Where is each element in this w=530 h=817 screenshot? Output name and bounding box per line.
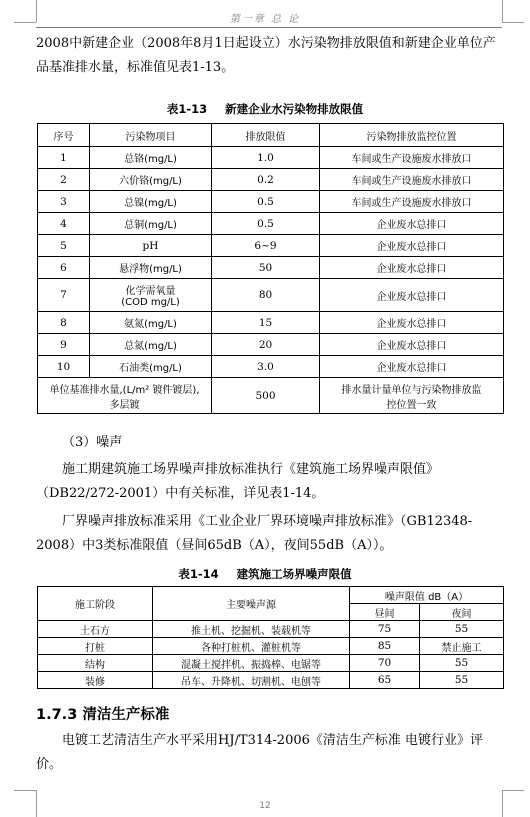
day-cell: 85	[350, 638, 420, 655]
table-row	[38, 235, 504, 257]
pollutant-name-line-2: (COD mg/L)	[121, 297, 180, 308]
limit-value: 20	[212, 334, 320, 356]
table-header-row	[38, 124, 504, 147]
limit-value: 15	[212, 312, 320, 334]
table-row	[38, 147, 504, 169]
header-rule	[36, 27, 502, 28]
row-number: 4	[38, 213, 90, 235]
pollutant-name: 总铬(mg/L)	[90, 147, 212, 169]
row-number: 3	[38, 191, 90, 213]
pollutant-name: 六价铬(mg/L)	[90, 169, 212, 191]
table-row	[38, 213, 504, 235]
limit-value: 0.5	[212, 213, 320, 235]
table-row	[38, 169, 504, 191]
pollutant-name: 悬浮物(mg/L)	[90, 257, 212, 279]
table-row	[38, 672, 504, 689]
source-cell: 推土机、挖掘机、装载机等	[153, 621, 350, 638]
table-row	[38, 655, 504, 672]
monitor-location: 企业废水总排口	[320, 213, 504, 235]
table-header-row	[38, 587, 504, 604]
pollutant-name: pH	[90, 235, 212, 257]
header-limit: 噪声限值 dB（A）	[350, 587, 504, 604]
table-1-13-number: 表1-13	[166, 102, 208, 116]
pollutant-name: 总氮(mg/L)	[90, 334, 212, 356]
day-cell: 75	[350, 621, 420, 638]
day-cell: 70	[350, 655, 420, 672]
monitor-location: 企业废水总排口	[320, 257, 504, 279]
limit-value: 50	[212, 257, 320, 279]
monitor-location: 车间或生产设施废水排放口	[320, 147, 504, 169]
stage-cell: 打桩	[38, 638, 153, 655]
table-1-14-number: 表1-14	[178, 567, 219, 581]
source-cell: 吊车、升降机、切割机、电刨等	[153, 672, 350, 689]
row-number: 1	[38, 147, 90, 169]
drainage-location-line-1: 排水量计量单位与污染物排放监	[341, 384, 482, 396]
running-header: 第一章 总 论	[229, 14, 301, 25]
pollutant-name: 石油类(mg/L)	[90, 356, 212, 378]
table-row-drainage	[38, 378, 504, 414]
section-title: 1.7.3 清洁生产标准	[36, 707, 170, 723]
row-number: 5	[38, 235, 90, 257]
source-cell: 混凝土搅拌机、振捣棒、电锯等	[153, 655, 350, 672]
night-cell: 55	[420, 621, 504, 638]
header-cell: 污染物排放监控位置	[320, 124, 504, 147]
crop-mark-bottom-left-h	[14, 790, 36, 791]
monitor-location: 企业废水总排口	[320, 235, 504, 257]
drainage-location-line-2: 控位置一致	[386, 399, 437, 411]
drainage-label-line-1: 单位基准排水量,(L/m² 镀件镀层),	[49, 384, 200, 396]
table-row	[38, 312, 504, 334]
night-cell: 55	[420, 672, 504, 689]
limit-value: 0.5	[212, 191, 320, 213]
stage-cell: 结构	[38, 655, 153, 672]
table-row	[38, 638, 504, 655]
noise-heading: （3）噪声	[62, 435, 123, 450]
header-cell: 污染物项目	[90, 124, 212, 147]
intro-paragraph: 2008中新建企业（2008年8月1日起设立）水污染物排放限值和新建企业单位产品基准排水量，标准值见表1-13。	[36, 36, 496, 75]
table-row	[38, 621, 504, 638]
monitor-location: 企业废水总排口	[320, 279, 504, 312]
page-number: 12	[259, 801, 271, 811]
row-number: 8	[38, 312, 90, 334]
pollutant-name	[90, 279, 212, 312]
limit-value: 6~9	[212, 235, 320, 257]
pollutant-name: 氨氮(mg/L)	[90, 312, 212, 334]
stage-cell: 装修	[38, 672, 153, 689]
table-1-14-title: 建筑施工场界噪声限值	[236, 567, 352, 581]
table-1-13-caption	[0, 101, 530, 117]
drainage-label	[38, 378, 212, 414]
monitor-location: 车间或生产设施废水排放口	[320, 169, 504, 191]
pollutant-name-line-1: 化学需氧量	[125, 286, 176, 297]
monitor-location: 企业废水总排口	[320, 356, 504, 378]
day-cell: 65	[350, 672, 420, 689]
table-row	[38, 356, 504, 378]
row-number: 7	[38, 279, 90, 312]
source-cell: 各种打桩机、灌桩机等	[153, 638, 350, 655]
table-1-14-caption	[0, 566, 530, 582]
header-stage: 施工阶段	[38, 587, 153, 621]
monitor-location: 车间或生产设施废水排放口	[320, 191, 504, 213]
noise-paragraph-2: 厂界噪声排放标准采用《工业企业厂界环境噪声排放标准》（GB12348-2008）中3类标准限值（昼间65dB（A），夜间55dB（A））。	[36, 514, 473, 553]
limit-value: 3.0	[212, 356, 320, 378]
header-cell: 排放限值	[212, 124, 320, 147]
limit-value: 80	[212, 279, 320, 312]
pollutant-name: 总镍(mg/L)	[90, 191, 212, 213]
pollutant-name: 总铜(mg/L)	[90, 213, 212, 235]
table-row	[38, 279, 504, 312]
table-row	[38, 257, 504, 279]
table-row	[38, 334, 504, 356]
drainage-label-line-2: 多层镀	[109, 399, 140, 411]
night-cell: 禁止施工	[420, 638, 504, 655]
monitor-location: 企业废水总排口	[320, 334, 504, 356]
stage-cell: 土石方	[38, 621, 153, 638]
night-cell: 55	[420, 655, 504, 672]
noise-limits-table	[37, 586, 504, 689]
table-1-13-title: 新建企业水污染物排放限值	[225, 102, 364, 116]
limit-value: 0.2	[212, 169, 320, 191]
cleaner-production-paragraph: 电镀工艺清洁生产水平采用HJ/T314-2006《清洁生产标准 电镀行业》评价。	[36, 733, 484, 772]
header-day: 昼间	[350, 604, 420, 621]
noise-paragraph-1: 施工期建筑施工场界噪声排放标准执行《建筑施工场界噪声限值》（DB22/272-2001）中有关标准，详见表1-14。	[36, 462, 440, 501]
limit-value: 1.0	[212, 147, 320, 169]
header-cell: 序号	[38, 124, 90, 147]
row-number: 10	[38, 356, 90, 378]
header-source: 主要噪声源	[153, 587, 350, 621]
row-number: 2	[38, 169, 90, 191]
drainage-value: 500	[212, 378, 320, 414]
crop-mark-bottom-right-h	[502, 790, 524, 791]
row-number: 6	[38, 257, 90, 279]
header-night: 夜间	[420, 604, 504, 621]
drainage-location	[320, 378, 504, 414]
table-row	[38, 191, 504, 213]
monitor-location: 企业废水总排口	[320, 312, 504, 334]
row-number: 9	[38, 334, 90, 356]
emission-limits-table	[37, 123, 504, 414]
